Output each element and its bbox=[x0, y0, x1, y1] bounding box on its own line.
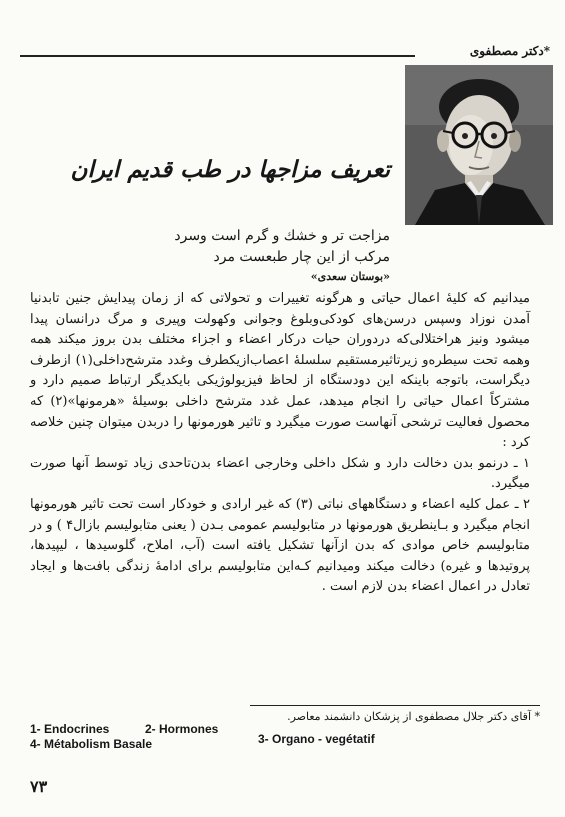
portrait-illustration bbox=[405, 65, 553, 225]
poem-source: «بوستان سعدی» bbox=[310, 270, 390, 283]
body-paragraph: ۲ ـ عمل کلیه اعضاء و دستگاههای نباتی (۳) که غیر ارادی و خودکار است تحت تاثیر هورمونها انجام میگیرد و بـاینطریق هورمونها در متابولیسم عمومی بـدن ( یعنی متابولیسم بازال۴ ) و در متابولیسم خاص موادی که بدن ازآنها تشکیل یافته است (آب، املاح، گلوسیدها ، لیپیدها، پروتیدها و غیره) دخالت میکند ومیدانیم کـه‌این متابولیسم برای ادامهٔ زندگی بافت‌ها و ایجاد تعادل در اعمال اعضاء بدن لازم است . bbox=[30, 496, 530, 595]
author-footnote: * آقای دکتر جلال مصطفوی از پزشکان دانشمند معاصر. bbox=[287, 710, 540, 723]
article-title: تعریف مزاجها در طب قدیم ایران bbox=[70, 157, 390, 183]
body-paragraph: ۱ ـ درنمو بدن دخالت دارد و شکل داخلی وخارجی اعضاء بدن‌تاحدی زیاد توسط آنها صورت میگیرد. bbox=[30, 455, 530, 492]
header-divider bbox=[20, 55, 415, 57]
footnote-divider bbox=[250, 705, 540, 706]
epigraph-poem bbox=[40, 226, 390, 285]
article-body bbox=[30, 289, 530, 598]
footnote-item: 4- Métabolism Basale bbox=[30, 737, 153, 751]
page-number: ۷۳ bbox=[30, 779, 48, 796]
author-portrait-photo bbox=[405, 65, 553, 225]
footnote-item: 3- Organo - vegétatif bbox=[258, 732, 375, 746]
author-label: *دکتر مصطفوی bbox=[469, 44, 550, 58]
footnote-item: 2- Hormones bbox=[145, 722, 219, 736]
body-paragraph: میدانیم که کلیهٔ اعمال حیاتی و هرگونه تغییرات و تحولاتی که از زمان پیدایش جنین تابدنیا آمدن نوزاد وسپس درسن‌های کودکی‌وبلوغ وجوانی وکهولت وپیری و مرگ درانسان پیدا میشود ونیز هراختلالی‌که دردوران حیات درکار اعضاء و اجزاء مختلف بدن بروز میکند همه وهمه تحت سیطره‌و زیرتاثیرمستقیم سلسلهٔ اعصاب‌ازیکطرف وغدد مترشح‌داخلی(۱) ازطرف دیگراست، باتوجه باینکه این دودستگاه از لحاظ فیزیولوژیکی بایکدیگر ارتباط صمیم دارد و مشترکاً اعمال حیاتی را انجام میدهد، عمل غدد مترشح داخلی بوسیلهٔ «هرمونها»(۲) که محصول فعالیت ترشحی آنهاست صورت میگیرد و تاثیر هورمونها را دربدن میتوان چنین خلاصه کرد : bbox=[30, 291, 530, 451]
poem-line: مرکب از این چار طبعست مرد bbox=[213, 249, 390, 265]
poem-line: مزاجت تر و خشك و گرم است وسرد bbox=[174, 228, 390, 244]
footnote-item: 1- Endocrines bbox=[30, 722, 110, 736]
